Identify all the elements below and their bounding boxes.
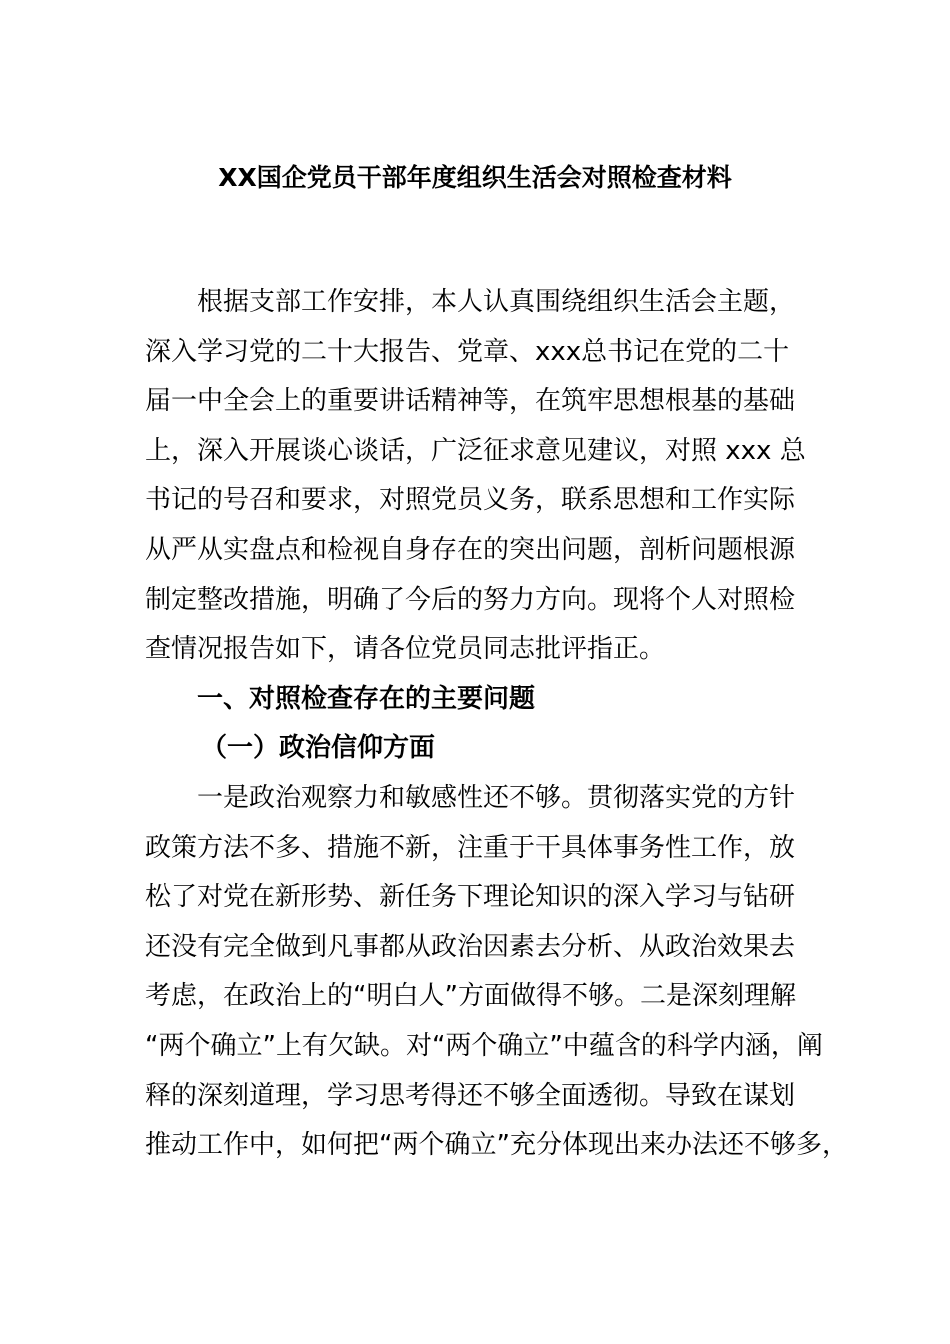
paragraph-line: 一是政治观察力和敏感性还不够。贯彻落实党的方针 xyxy=(197,782,796,813)
paragraph-line: 政策方法不多、措施不新，注重于干具体事务性工作，放 xyxy=(145,832,796,863)
paragraph-line: 查情况报告如下，请各位党员同志批评指正。 xyxy=(145,634,666,665)
paragraph-line: 从严从实盘点和检视自身存在的突出问题，剖析问题根源 xyxy=(145,534,796,565)
document-title: XX国企党员干部年度组织生活会对照检查材料 xyxy=(218,163,732,192)
paragraph-line: 推动工作中，如何把“两个确立”充分体现出来办法还不够多， xyxy=(145,1130,848,1161)
paragraph-line: 松了对党在新形势、新任务下理论知识的深入学习与钻研 xyxy=(145,882,796,913)
document-body xyxy=(145,278,848,1171)
paragraph-line: 上，深入开展谈心谈话，广泛征求意见建议，对照 xxx 总 xyxy=(145,435,806,466)
paragraph-line: 还没有完全做到凡事都从政治因素去分析、从政治效果去 xyxy=(145,931,796,962)
paragraph-line: 制定整改措施，明确了今后的努力方向。现将个人对照检 xyxy=(145,584,796,615)
section-heading: 一、对照检查存在的主要问题 xyxy=(197,683,536,714)
paragraph-line: 根据支部工作安排，本人认真围绕组织生活会主题， xyxy=(197,287,796,317)
paragraph-line: “两个确立”上有欠缺。对“两个确立”中蕴含的科学内涵，阐 xyxy=(145,1030,823,1061)
paragraph-line: 深入学习党的二十大报告、党章、xxx总书记在党的二十 xyxy=(145,336,790,367)
paragraph-line: 书记的号召和要求，对照党员义务，联系思想和工作实际 xyxy=(145,485,796,516)
paragraph-line: 释的深刻道理，学习思考得还不够全面透彻。导致在谋划 xyxy=(145,1080,796,1111)
paragraph-line: 考虑，在政治上的“明白人”方面做得不够。二是深刻理解 xyxy=(145,981,796,1012)
paragraph-line: 届一中全会上的重要讲话精神等，在筑牢思想根基的基础 xyxy=(145,386,796,417)
subsection-heading: （一）政治信仰方面 xyxy=(201,733,436,764)
